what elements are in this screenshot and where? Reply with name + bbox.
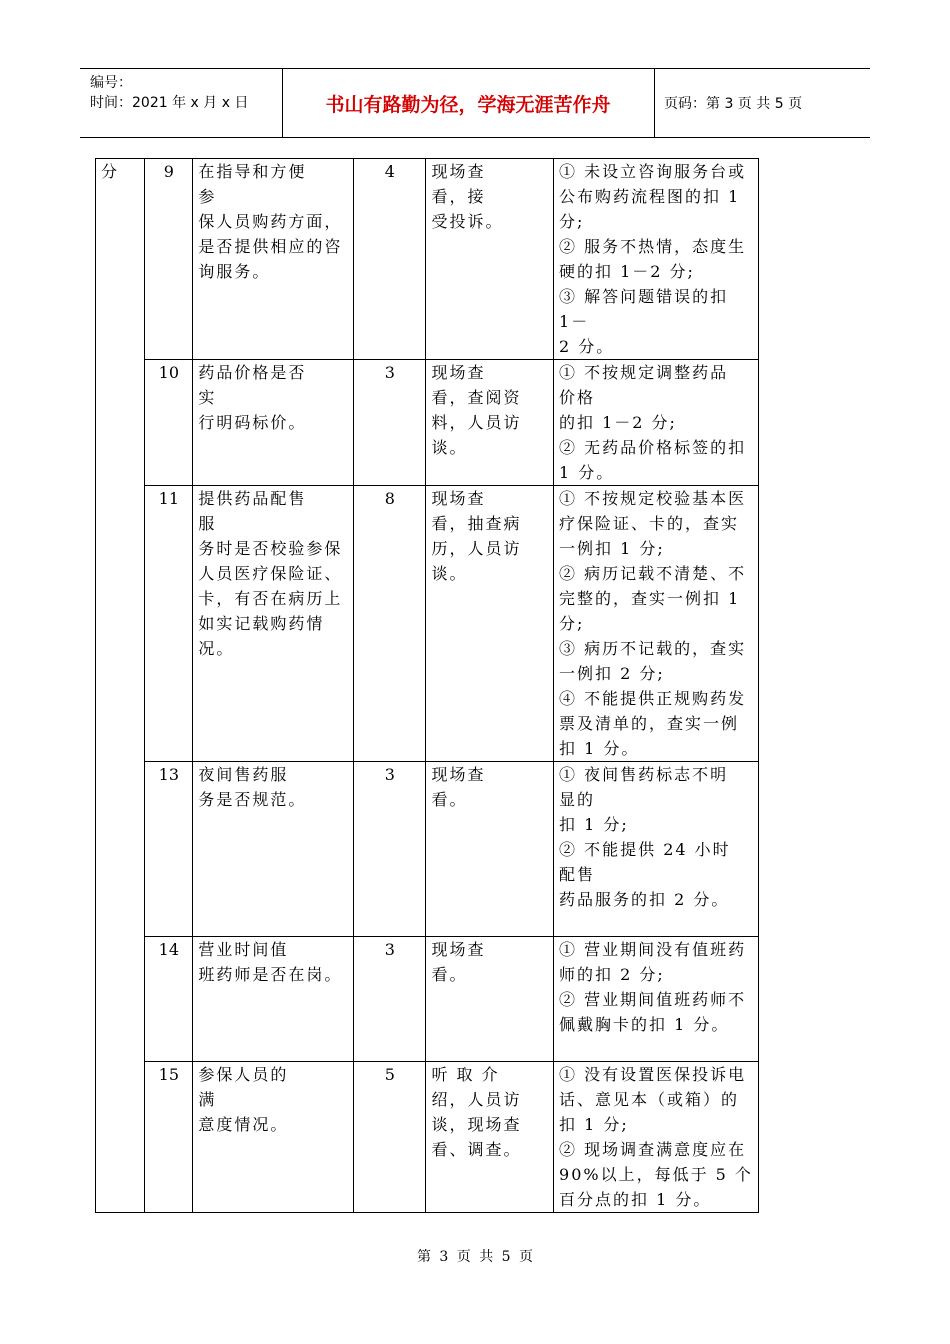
item-criteria: ① 未设立咨询服务台或公布购药流程图的扣 1 分; ② 服务不热情，态度生硬的扣 1－2 分; ③ 解答问题错误的扣 1－ 2 分。: [554, 159, 759, 360]
item-content: 参保人员的 满 意度情况。: [193, 1062, 354, 1213]
assessment-table: [95, 158, 759, 1213]
item-content: 夜间售药服 务是否规范。: [193, 762, 354, 937]
time-label: 时间：2021 年 x 月 x 日: [90, 95, 249, 111]
item-content: 提供药品配售 服 务时是否校验参保人员医疗保险证、卡，有否在病历上如实记载购药情况。: [193, 486, 354, 762]
item-criteria: ① 夜间售药标志不明 显的 扣 1 分; ② 不能提供 24 小时 配售 药品服务的扣 2 分。: [554, 762, 759, 937]
item-criteria: ① 不按规定调整药品 价格 的扣 1－2 分; ② 无药品价格标签的扣 1 分。: [554, 360, 759, 486]
item-content: 药品价格是否 实 行明码标价。: [193, 360, 354, 486]
page-header: [80, 68, 870, 138]
item-number: 14: [145, 937, 193, 1062]
page-footer: 第 3 页 共 5 页: [416, 1249, 534, 1265]
category-cell: 分: [96, 159, 145, 1213]
header-meta: [90, 73, 280, 113]
item-method: 现场查 看。: [426, 762, 554, 937]
table-row: [96, 360, 759, 486]
item-score: 4: [354, 159, 426, 360]
table-row: [96, 486, 759, 762]
item-number: 15: [145, 1062, 193, 1213]
item-content: 在指导和方便 参 保人员购药方面，是否提供相应的咨询服务。: [193, 159, 354, 360]
header-motto: 书山有路勤为径，学海无涯苦作舟: [325, 93, 611, 116]
item-number: 9: [145, 159, 193, 360]
table-row: [96, 937, 759, 1062]
item-criteria: ① 不按规定校验基本医疗保险证、卡的，查实一例扣 1 分; ② 病历记载不清楚、不完整的，查实一例扣 1 分; ③ 病历不记载的，查实一例扣 2 分; ④ 不能提供正规购药发票及清单的，查实一例扣 1 分。: [554, 486, 759, 762]
item-method: 现场查 看，接 受投诉。: [426, 159, 554, 360]
table-row: [96, 159, 759, 360]
item-number: 11: [145, 486, 193, 762]
item-content: 营业时间值 班药师是否在岗。: [193, 937, 354, 1062]
item-score: 3: [354, 360, 426, 486]
item-score: 3: [354, 762, 426, 937]
code-label: 编号：: [90, 75, 132, 91]
table-row: [96, 1062, 759, 1213]
item-criteria: ① 没有设置医保投诉电话、意见本（或箱）的扣 1 分; ② 现场调查满意度应在 90%以上，每低于 5 个百分点的扣 1 分。: [554, 1062, 759, 1213]
header-page-info: 页码：第 3 页 共 5 页: [664, 96, 803, 112]
item-criteria: ① 营业期间没有值班药师的扣 2 分; ② 营业期间值班药师不佩戴胸卡的扣 1 分。: [554, 937, 759, 1062]
item-method: 现场查 看。: [426, 937, 554, 1062]
item-score: 3: [354, 937, 426, 1062]
header-divider: [654, 69, 655, 137]
item-method: 听 取 介 绍，人员访谈，现场查看、调查。: [426, 1062, 554, 1213]
item-number: 13: [145, 762, 193, 937]
item-score: 5: [354, 1062, 426, 1213]
item-method: 现场查 看，查阅资 料，人员访 谈。: [426, 360, 554, 486]
item-score: 8: [354, 486, 426, 762]
item-number: 10: [145, 360, 193, 486]
item-method: 现场查 看，抽查病 历，人员访 谈。: [426, 486, 554, 762]
table-row: [96, 762, 759, 937]
